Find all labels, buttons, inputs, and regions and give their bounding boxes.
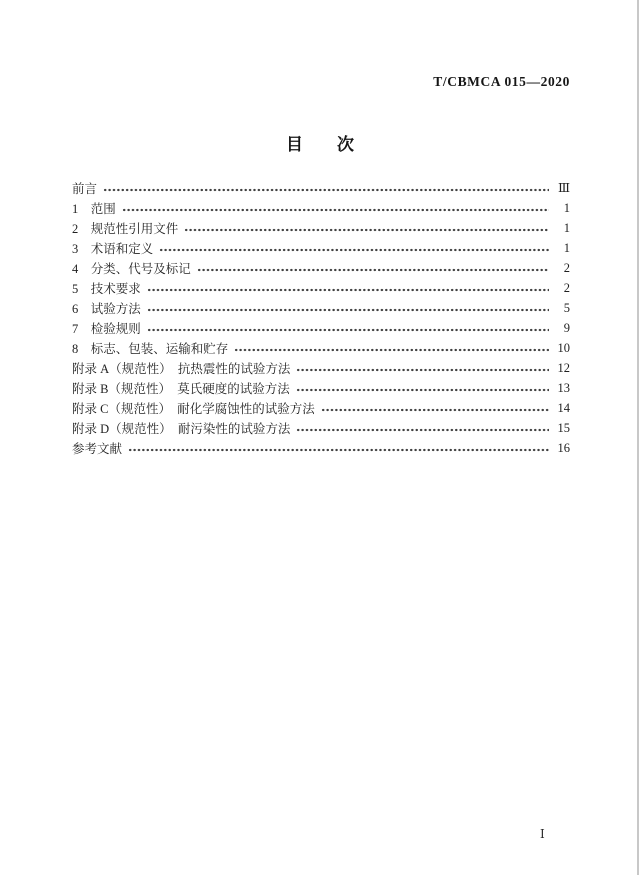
toc-entry-label: 5 技术要求 [72, 282, 141, 296]
standard-code: T/CBMCA 015—2020 [433, 74, 570, 89]
toc-entry [72, 258, 570, 278]
toc-leader-dots [184, 226, 549, 234]
toc-entry-label: 2 规范性引用文件 [72, 222, 179, 236]
toc-leader-dots [234, 346, 549, 354]
toc-entry-page: 15 [557, 420, 570, 435]
toc-entry-label: 附录 A（规范性） 抗热震性的试验方法 [72, 362, 291, 376]
toc-entry [72, 218, 570, 238]
toc-leader-dots [122, 206, 549, 214]
toc-entry [72, 318, 570, 338]
toc-entry [72, 398, 570, 418]
toc-entry [72, 378, 570, 398]
toc-entry [72, 358, 570, 378]
toc-entry [72, 238, 570, 258]
toc-entry [72, 418, 570, 438]
toc-entry-label: 附录 B（规范性） 莫氏硬度的试验方法 [72, 382, 290, 396]
toc-entry-page: 12 [557, 360, 570, 375]
toc-entry-label: 3 术语和定义 [72, 242, 154, 256]
toc-entry-label: 8 标志、包装、运输和贮存 [72, 342, 229, 356]
toc-list [72, 178, 570, 458]
toc-entry-page: 1 [563, 220, 570, 235]
toc-entry [72, 338, 570, 358]
toc-entry-label: 1 范围 [72, 202, 116, 216]
toc-entry [72, 298, 570, 318]
toc-entry-page: 1 [563, 200, 570, 215]
toc-leader-dots [159, 246, 549, 254]
toc-leader-dots [296, 366, 549, 374]
toc-entry-page: Ⅲ [557, 181, 570, 195]
toc-entry-page: 2 [563, 260, 570, 275]
toc-entry [72, 198, 570, 218]
toc-leader-dots [321, 406, 549, 414]
toc-entry [72, 278, 570, 298]
toc-entry-label: 6 试验方法 [72, 302, 141, 316]
toc-entry-label: 7 检验规则 [72, 322, 141, 336]
toc-leader-dots [296, 386, 549, 394]
toc-leader-dots [128, 446, 549, 454]
toc-entry [72, 178, 570, 198]
toc-leader-dots [103, 186, 549, 194]
toc-entry-page: 10 [557, 340, 570, 355]
page-title: 目 次 [286, 135, 354, 154]
toc-entry-page: 5 [563, 300, 570, 315]
toc-entry-page: 14 [557, 400, 570, 415]
toc-entry-page: 13 [557, 380, 570, 395]
toc-leader-dots [147, 326, 549, 334]
toc-entry-page: 2 [563, 280, 570, 295]
toc-leader-dots [147, 286, 549, 294]
toc-entry-label: 附录 D（规范性） 耐污染性的试验方法 [72, 422, 291, 436]
toc-entry-page: 16 [557, 440, 570, 455]
toc-leader-dots [197, 266, 549, 274]
toc-entry-label: 参考文献 [72, 442, 123, 456]
toc-entry-label: 4 分类、代号及标记 [72, 262, 191, 276]
footer-page-number: Ⅰ [540, 827, 545, 841]
toc-entry-page: 9 [563, 320, 570, 335]
toc-leader-dots [147, 306, 549, 314]
toc-entry-page: 1 [563, 240, 570, 255]
toc-leader-dots [296, 426, 549, 434]
toc-entry-label: 前言 [72, 182, 98, 196]
toc-entry-label: 附录 C（规范性） 耐化学腐蚀性的试验方法 [72, 402, 315, 416]
toc-entry [72, 438, 570, 458]
